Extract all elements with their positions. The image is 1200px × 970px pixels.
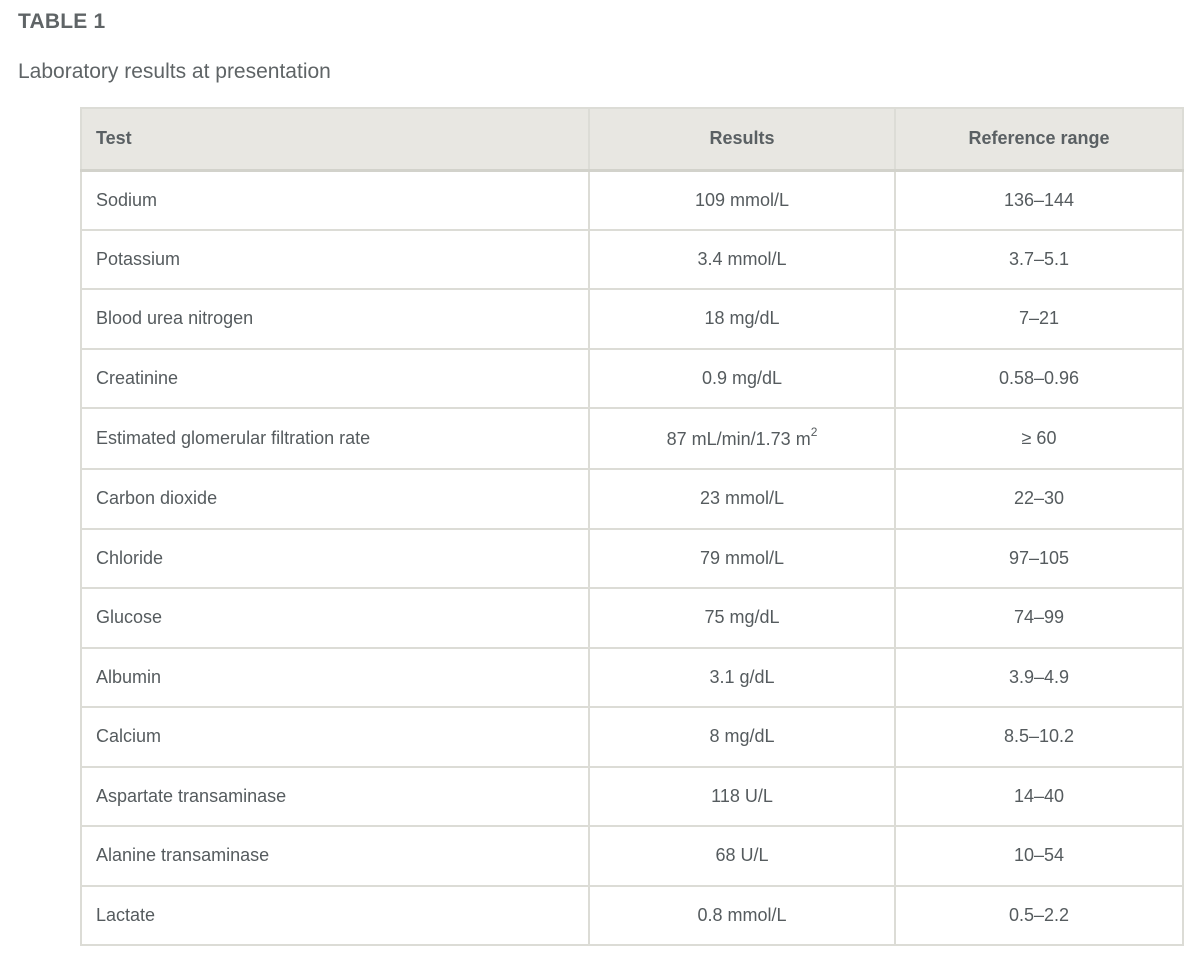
table-row bbox=[81, 767, 1183, 827]
table-row bbox=[81, 826, 1183, 886]
test-result: 23 mmol/L bbox=[589, 469, 895, 529]
reference-range: 8.5–10.2 bbox=[895, 707, 1183, 767]
test-name: Calcium bbox=[81, 707, 589, 767]
test-name: Potassium bbox=[81, 230, 589, 290]
table-row bbox=[81, 469, 1183, 529]
test-result: 109 mmol/L bbox=[589, 170, 895, 230]
header-reference-range: Reference range bbox=[895, 108, 1183, 170]
table-row bbox=[81, 230, 1183, 290]
test-result: 68 U/L bbox=[589, 826, 895, 886]
test-name: Lactate bbox=[81, 886, 589, 946]
test-result: 0.8 mmol/L bbox=[589, 886, 895, 946]
reference-range: 22–30 bbox=[895, 469, 1183, 529]
table-caption: Laboratory results at presentation bbox=[18, 60, 331, 83]
table-row bbox=[81, 707, 1183, 767]
test-result: 18 mg/dL bbox=[589, 289, 895, 349]
test-name: Aspartate transaminase bbox=[81, 767, 589, 827]
test-name: Alanine transaminase bbox=[81, 826, 589, 886]
test-name: Chloride bbox=[81, 529, 589, 589]
header-results: Results bbox=[589, 108, 895, 170]
table-row bbox=[81, 648, 1183, 708]
test-result-value: 87 mL/min/1.73 m bbox=[666, 429, 811, 449]
reference-range: 0.58–0.96 bbox=[895, 349, 1183, 409]
reference-range: 0.5–2.2 bbox=[895, 886, 1183, 946]
test-result: 118 U/L bbox=[589, 767, 895, 827]
reference-range: ≥ 60 bbox=[895, 408, 1183, 469]
test-result: 0.9 mg/dL bbox=[589, 349, 895, 409]
test-name: Creatinine bbox=[81, 349, 589, 409]
reference-range: 136–144 bbox=[895, 170, 1183, 230]
test-result bbox=[589, 408, 895, 469]
test-name: Estimated glomerular filtration rate bbox=[81, 408, 589, 469]
table-body bbox=[81, 170, 1183, 945]
reference-range: 7–21 bbox=[895, 289, 1183, 349]
table-label: TABLE 1 bbox=[18, 10, 106, 33]
test-result: 79 mmol/L bbox=[589, 529, 895, 589]
reference-range: 74–99 bbox=[895, 588, 1183, 648]
test-name: Glucose bbox=[81, 588, 589, 648]
test-result: 75 mg/dL bbox=[589, 588, 895, 648]
test-name: Blood urea nitrogen bbox=[81, 289, 589, 349]
header-test: Test bbox=[81, 108, 589, 170]
superscript-exponent: 2 bbox=[810, 425, 818, 439]
reference-range: 97–105 bbox=[895, 529, 1183, 589]
header-row bbox=[81, 108, 1183, 170]
reference-range: 14–40 bbox=[895, 767, 1183, 827]
table-row bbox=[81, 588, 1183, 648]
test-result: 3.4 mmol/L bbox=[589, 230, 895, 290]
table-row bbox=[81, 349, 1183, 409]
test-name: Albumin bbox=[81, 648, 589, 708]
lab-results-table bbox=[80, 107, 1184, 946]
test-name: Carbon dioxide bbox=[81, 469, 589, 529]
table-row bbox=[81, 408, 1183, 469]
reference-range: 3.9–4.9 bbox=[895, 648, 1183, 708]
test-result: 3.1 g/dL bbox=[589, 648, 895, 708]
table-row bbox=[81, 289, 1183, 349]
reference-range: 10–54 bbox=[895, 826, 1183, 886]
table-row bbox=[81, 170, 1183, 230]
table-row bbox=[81, 529, 1183, 589]
table-header bbox=[81, 108, 1183, 170]
test-result: 8 mg/dL bbox=[589, 707, 895, 767]
reference-range: 3.7–5.1 bbox=[895, 230, 1183, 290]
test-name: Sodium bbox=[81, 170, 589, 230]
table-row bbox=[81, 886, 1183, 946]
